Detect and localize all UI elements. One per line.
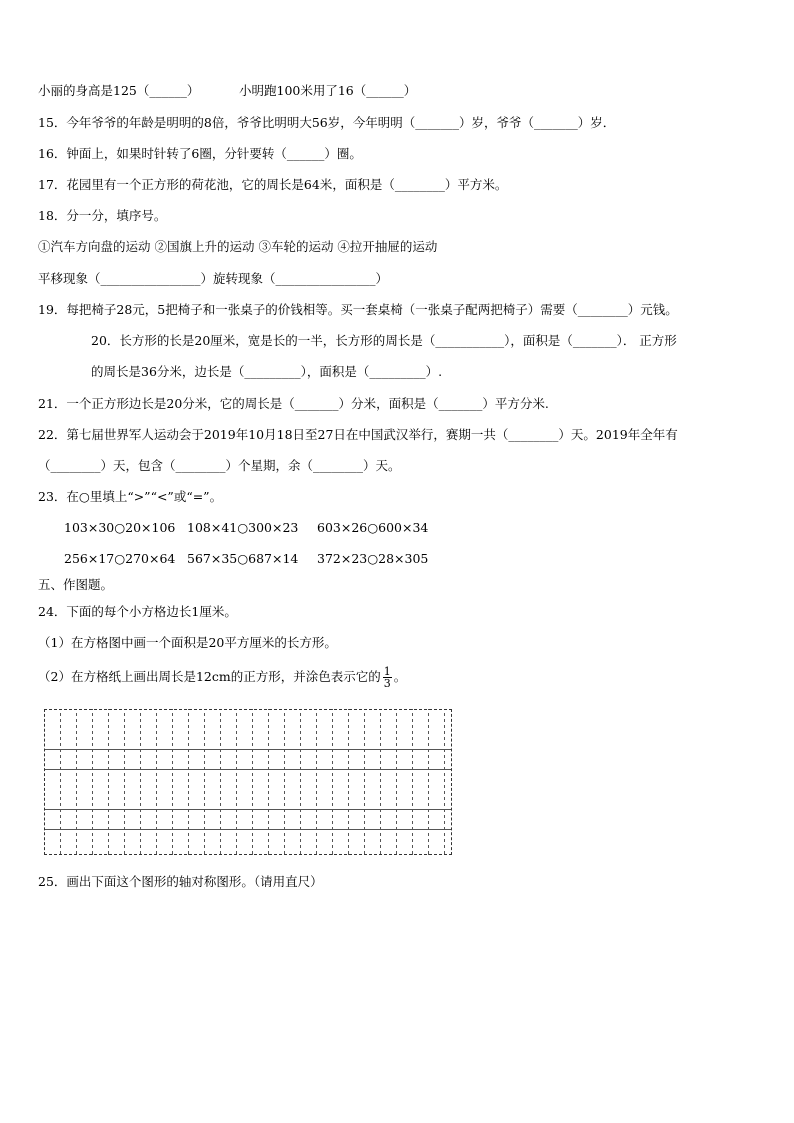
question-14-line-b: 小明跑100米用了16（______） — [239, 83, 417, 98]
question-17: 17．花园里有一个正方形的荷花池，它的周长是64米，面积是（________）平方米。 — [38, 177, 508, 192]
comparison-item: 256×17○270×64 — [64, 551, 176, 566]
question-25: 25．画出下面这个图形的轴对称图形。（请用直尺） — [38, 874, 323, 889]
comparison-item: 103×30○20×106 — [64, 520, 176, 535]
question-24-part-2-text: （2）在方格纸上画出周长是12cm的正方形，并涂色表示它的 — [38, 669, 381, 684]
comparison-item: 108×41○300×23 — [187, 520, 299, 535]
question-19: 19．每把椅子28元，5把椅子和一张桌子的价钱相等。买一套桌椅（一张桌子配两把椅子）需要（________）元钱。 — [38, 302, 678, 317]
question-24: 24．下面的每个小方格边长1厘米。 — [38, 604, 237, 619]
question-18-answers: 平移现象（________________）旋转现象（________________） — [38, 271, 389, 286]
question-20-line-a: 20．长方形的长是20厘米，宽是长的一半，长方形的周长是（___________），面积是（_______）． 正方形 — [91, 333, 677, 348]
question-18: 18．分一分，填序号。 — [38, 208, 167, 223]
question-21: 21．一个正方形边长是20分米，它的周长是（_______）分米，面积是（_______）平方分米. — [38, 396, 549, 411]
question-22-line-a: 22．第七届世界军人运动会于2019年10月18日至27日在中国武汉举行，赛期一共（________）天。2019年全年有 — [38, 427, 678, 442]
comparison-item: 603×26○600×34 — [317, 520, 429, 535]
fraction-numerator: 1 — [383, 665, 391, 678]
question-16: 16．钟面上，如果时针转了6圈，分针要转（______）圈。 — [38, 146, 362, 161]
comparison-item: 372×23○28×305 — [317, 551, 429, 566]
question-24-part-2-end: 。 — [393, 669, 407, 684]
question-18-options: ①汽车方向盘的运动 ②国旗上升的运动 ③车轮的运动 ④拉开抽屉的运动 — [38, 239, 438, 254]
question-14-line-a: 小丽的身高是125（______） — [38, 83, 200, 98]
question-24-part-1: （1）在方格图中画一个面积是20平方厘米的长方形。 — [38, 635, 337, 650]
question-24-part-2 — [38, 666, 406, 689]
question-20-line-b: 的周长是36分米，边长是（_________），面积是（_________）. — [91, 364, 443, 379]
question-22-line-b: （________）天，包含（________）个星期，余（________）天。 — [38, 458, 401, 473]
comparison-item: 567×35○687×14 — [187, 551, 299, 566]
drawing-grid[interactable] — [44, 709, 452, 855]
question-15: 15．今年爷爷的年龄是明明的8倍，爷爷比明明大56岁，今年明明（_______）岁，爷爷（_______）岁． — [38, 115, 616, 130]
question-23: 23．在○里填上“>”“<”或“=”。 — [38, 489, 223, 504]
fraction-denominator: 3 — [383, 677, 391, 690]
fraction-one-third — [383, 666, 392, 689]
section-5-heading: 五、作图题。 — [38, 577, 114, 592]
